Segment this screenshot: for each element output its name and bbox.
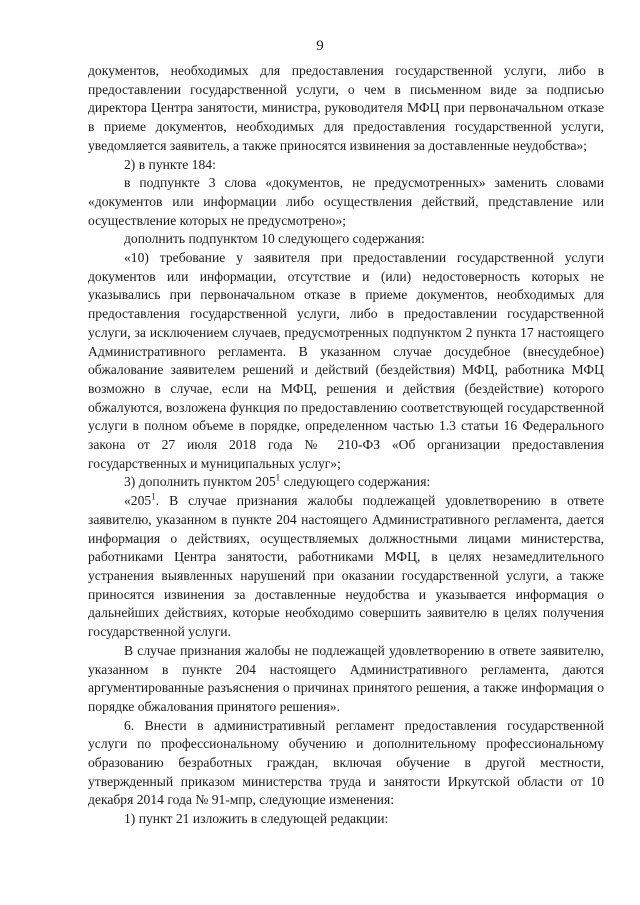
paragraph-5: «10) требование у заявителя при предоставлении государственной услуги документов или информации, отсутствие и (или) недостоверность которых не указывались при первоначальном отказе в приеме документов, необходимых для предоставления государственной услуги, либо в предоставлении государственной услуги, за исключением случаев, предусмотренных подпунктом 2 пункта 17 настоящего Административного регламента. В указанном случае досудебное (внесудебное) обжалование заявителем решений и действий (бездействия) МФЦ, работника МФЦ возможно в случае, если на МФЦ, решения и действия (бездействие) которого обжалуются, возложена функция по предоставлению соответствующей государственной услуги в полном объеме в порядке, определенном частью 1.3 статьи 16 Федерального закона от 27 июля 2018 года № 210-ФЗ «Об организации предоставления государственных и муниципальных услуг»; (88, 250, 604, 471)
paragraph-3: в подпункте 3 слова «документов, не предусмотренных» заменить словами «документов или информации либо осуществления действий, представление или осуществление которых не предусмотрено»; (88, 175, 604, 228)
paragraph-7-superscript: 1 (151, 491, 156, 502)
paragraph-2: 2) в пункте 184: (124, 156, 216, 172)
paragraph-6-text-end: следующего содержания: (280, 474, 431, 490)
paragraph-9: 6. Внести в административный регламент предоставления государственной услуги по профессиональному обучению и дополнительному профессиональному образованию безработных граждан, включая обучение в другой местности, утвержденный приказом министерства труда и занятости Иркутской области от 10 декабря 2014 года № 91-мпр, следующие изменения: (88, 717, 604, 808)
paragraph-6-superscript: 1 (275, 472, 281, 483)
paragraph-7 (88, 492, 604, 642)
paragraph-8: В случае признания жалобы не подлежащей удовлетворению в ответе заявителю, указанном в пункте 204 настоящего Административного регламента, даются аргументированные разъяснения о причинах принятого решения, а также информация о порядке обжалования принятого решения». (88, 642, 604, 714)
paragraph-1: документов, необходимых для предоставления государственной услуги, либо в предоставлении государственной услуги, о чем в письменном виде за подписью директора Центра занятости, министра, руководителя МФЦ при первоначальном отказе в приеме документов, необходимых для предоставления государственной услуги, уведомляется заявитель, а также приносятся извинения за доставленные неудобства»; (88, 63, 604, 153)
paragraph-7-text: «205 (124, 493, 152, 509)
page-number: 9 (316, 38, 324, 54)
document-body (88, 62, 604, 829)
paragraph-4: дополнить подпунктом 10 следующего содержания: (124, 231, 425, 247)
paragraph-10: 1) пункт 21 изложить в следующей редакции: (124, 811, 389, 827)
paragraph-7-text-end: . В случае признания жалобы подлежащей удовлетворению в ответе заявителю, указанном в пункте 204 настоящего Административного регламента, дается информация о действиях, осуществляемых должностными лицами министерства, работниками Центра занятости, работниками МФЦ, в целях незамедлительного устранения выявленных нарушений при оказании государственной услуги, а также приносятся извинения за доставленные неудобства и указывается информация о дальнейших действиях, которые необходимо совершить заявителю в целях получения государственной услуги. (88, 493, 604, 640)
paragraph-6 (88, 473, 604, 492)
paragraph-6-text: 3) дополнить пунктом 205 (124, 474, 276, 490)
